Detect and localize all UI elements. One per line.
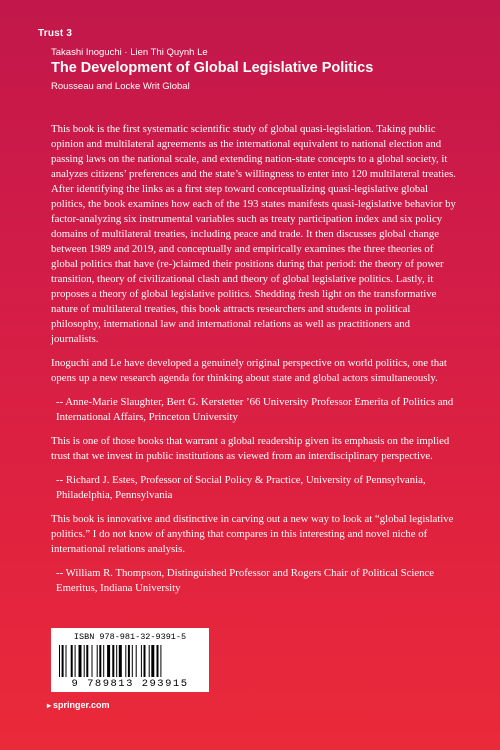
publisher-link[interactable]: [47, 700, 110, 710]
barcode-bars: [59, 645, 201, 677]
publisher-url: springer.com: [53, 700, 110, 710]
book-title: The Development of Global Legislative Politics: [51, 60, 374, 76]
endorsement-quote: Inoguchi and Le have developed a genuinely original perspective on world politics, one that opens up a new research agenda for thinking about state and global actors simultaneously.: [51, 357, 447, 384]
endorsement-attribution: -- Anne-Marie Slaughter, Bert G. Kerstetter ’66 University Professor Emerita of Politics and International Affairs, Princeton University: [56, 396, 454, 423]
ean-digits: 9 789813 293915: [71, 678, 189, 690]
back-cover-text: [51, 122, 456, 605]
endorsement-quote: This is one of those books that warrant a global readership given its emphasis on the implied trust that we invest in public institutions as viewed from an interdisciplinary perspective.: [51, 435, 450, 462]
endorsement-attribution: -- William R. Thompson, Distinguished Professor and Rogers Chair of Political Science Emeritus, Indiana University: [56, 567, 435, 594]
arrow-icon: ▸: [47, 701, 52, 710]
isbn-text: ISBN 978-981-32-9391-5: [73, 632, 187, 642]
book-subtitle: Rousseau and Locke Writ Global: [51, 81, 190, 92]
series-label: Trust 3: [38, 28, 73, 39]
endorsement-attribution: -- Richard J. Estes, Professor of Social Policy & Practice, University of Pennsylvania, Philadelphia, Pennsylvania: [56, 474, 426, 501]
barcode-panel: [51, 628, 209, 692]
authors: Takashi Inoguchi · Lien Thi Quynh Le: [51, 47, 208, 58]
endorsement-quote: This book is innovative and distinctive in carving out a new way to look at “global legislative politics.” I do not know of anything that compares in this interesting and novel niche of international relations analysis.: [51, 513, 454, 555]
blurb-paragraph: This book is the first systematic scientific study of global quasi-legislation. Taking public opinion and multilateral agreements as the international equivalent to national election and passing laws on the national scale, and extending nation-state concepts to a global society, it analyzes citizens’ preferences and the state’s willingness to enter into 120 multilateral treaties. After identifying the links as a first step toward conceptualizing quasi-legislative global politics, the book examines how each of the 193 states manifests quasi-legislative behavior by factor-analyzing six instrumental variables such as treaty participation index and six policy domains of multilateral treaties, including peace and trade. It then discusses global change between 1989 and 2019, and conceptually and empirically examines the three theories of global politics that have (re-)claimed their positions during that period: the theory of power transition, theory of civilizational clash and theory of global legislative politics. Lastly, it proposes a theory of global legislative politics. Shedding fresh light on the transformative nature of multilateral treaties, this book attracts researchers and students in political philosophy, international law and international relations as well as practitioners and journalists.: [51, 123, 456, 345]
